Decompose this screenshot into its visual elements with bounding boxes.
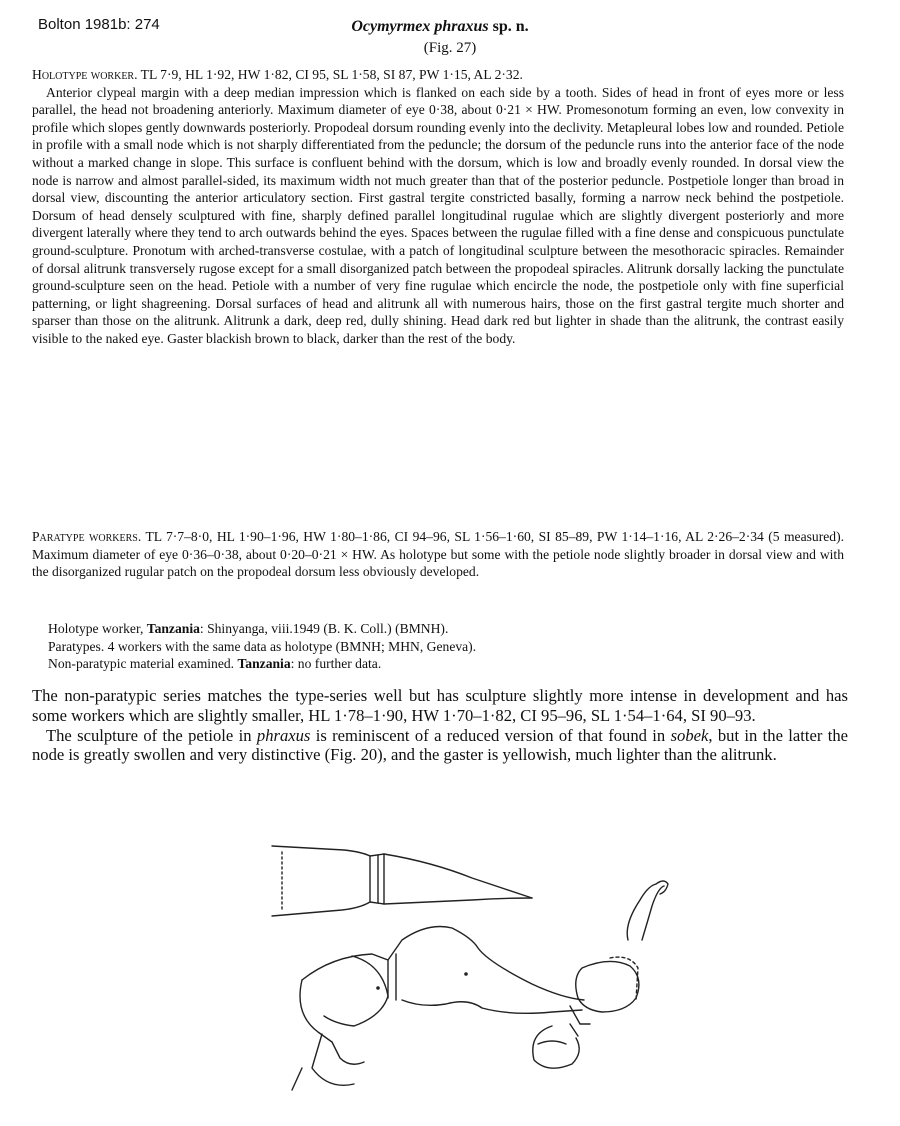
discussion-paragraph-1: The non-paratypic series matches the type-series well but has sculpture slightly more intense in development and has some workers which are slightly smaller, HL 1·78–1·90, HW 1·70–1·82, CI 95–96, SL 1·54–1·64, SI 90–93. — [32, 686, 848, 725]
genus-name: Ocymyrmex phraxus — [351, 18, 489, 35]
holotype-section — [32, 66, 844, 348]
species-title — [0, 18, 880, 36]
species-status: sp. n. — [492, 18, 529, 35]
paratype-material: Paratypes. 4 workers with the same data as holotype (BMNH; MHN, Geneva). — [48, 638, 477, 654]
paratype-text: TL 7·7–8·0, HL 1·90–1·96, HW 1·80–1·86, CI 94–96, SL 1·56–1·60, SI 85–89, PW 1·14–1·16, AL 2·26–2·34 (5 measured). Maximum diameter of eye 0·36–0·38, about 0·20–0·21 × HW. As holotype but some with the petiole node slightly broader in dorsal view and with the disorganized rugular patch on the propodeal dorsum less obviously developed. — [32, 529, 844, 580]
figure-27-drawing — [232, 828, 672, 1124]
dorsal-view-outline — [272, 846, 532, 916]
source-citation: Bolton 1981b: 274 — [38, 16, 160, 33]
paratype-section — [32, 528, 844, 581]
holotype-measurements: Holotype worker. TL 7·9, HL 1·92, HW 1·82, CI 95, SL 1·58, SI 87, PW 1·15, AL 2·32. — [32, 67, 523, 82]
figure-reference: (Fig. 27) — [423, 40, 477, 56]
nonparatypic-material: Non-paratypic material examined. Tanzania: no further data. — [48, 656, 382, 672]
material-examined — [48, 620, 848, 673]
spiracle-dot-2 — [464, 972, 468, 976]
spiracle-dot-1 — [376, 986, 380, 990]
paratype-label: Paratype workers. — [32, 529, 142, 544]
holotype-material: Holotype worker, Tanzania: Shinyanga, viii.1949 (B. K. Coll.) (BMNH). — [48, 621, 449, 636]
holotype-description: Anterior clypeal margin with a deep median impression which is flanked on each side by a tooth. Sides of head in front of eyes more or less parallel, the head not broadening anteriorly. Maximum diameter of eye 0·38, about 0·21 × HW. Promesonotum forming an even, low convexity in profile which slopes gently downwards posteriorly. Propodeal dorsum rounding evenly into the declivity. Metapleural lobes low and rounded. Petiole in profile with a small node which is not sharply differentiated from the peduncle; the dorsum of the peduncle runs into the anterior face of the node without a marked change in slope. This surface is confluent behind with the dorsum, which is low and broadly evenly rounded. In dorsal view the node is narrow and almost parallel-sided, its maximum width not much greater than that of the posterior peduncle. Postpetiole longer than broad in dorsal view, discounting the anterior articulatory section. First gastral tergite constricted basally, forming a narrow neck behind the postpetiole. Dorsum of head densely sculptured with fine, sharply defined parallel longitudinal rugulae which are slightly divergent posteriorly and more divergent laterally where they tend to arch outwards behind the eyes. Spaces between the rugulae filled with a fine dense and conspicuous punctulate ground-sculpture. Pronotum with arched-transverse costulae, with a patch of longitudinal sculpture between the mesothoracic spiracles. Remainder of dorsal alitrunk transversely rugose except for a small disorganized patch between the propodeal spiracles. Alitrunk dorsally lacking the punctulate ground-sculpture seen on the head. Petiole with a number of very fine rugulae which encircle the node, the postpetiole only with fine superficial patterning, or light shagreening. Dorsal surfaces of head and alitrunk all with numerous hairs, those on the first gastral tergite much shorter and sparser than those on the alitrunk. Alitrunk a dark, deep red, dully shining. Head dark red but lighter in shade than the alitrunk, the contrast easily visible to the naked eye. Gaster blackish brown to black, darker than the rest of the body. — [32, 84, 844, 346]
lateral-view-outline — [292, 881, 668, 1090]
discussion-paragraph-2: The sculpture of the petiole in phraxus is reminiscent of a reduced version of that found in sobek, but in the latter the node is greatly swollen and very distinctive (Fig. 20), and the gaster is yellowish, much lighter than the alitrunk. — [32, 725, 849, 765]
discussion — [32, 686, 848, 765]
